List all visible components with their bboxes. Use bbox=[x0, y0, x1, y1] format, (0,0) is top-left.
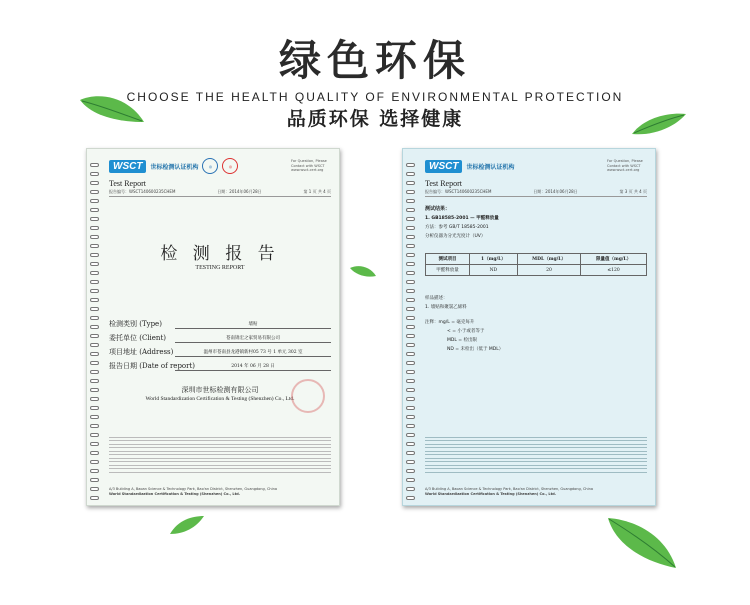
table-row: 甲醛释放量 ND 20 ≤120 bbox=[426, 265, 647, 276]
method-line: 分析仪器为分光光度计（UV） bbox=[425, 234, 486, 239]
table-header: MDL（mg/L） bbox=[517, 254, 580, 265]
leaf-icon bbox=[630, 110, 688, 136]
wsct-logo: WSCT bbox=[425, 160, 462, 173]
results-table bbox=[425, 253, 647, 276]
org-name: 世标检测认证机构 bbox=[150, 163, 199, 171]
report-title: Test Report bbox=[425, 179, 462, 188]
company-name-en: World Standardization Certification & Testing (Shenzhen) Co., Ltd. bbox=[145, 396, 295, 402]
leaf-icon bbox=[606, 516, 678, 570]
org-name: 世标检测认证机构 bbox=[466, 163, 515, 171]
method-title: 1. GB18585-2001 — 甲醛释放量 bbox=[425, 216, 499, 221]
test-report-cover bbox=[86, 148, 340, 506]
leaf-icon bbox=[78, 92, 146, 128]
table-header: 限量值（mg/L） bbox=[581, 254, 647, 265]
ilac-mra-icon: ◎ bbox=[202, 158, 218, 174]
report-number: 报告编号：WSCT140600235CHEM bbox=[425, 189, 492, 194]
cover-subtitle: TESTING REPORT bbox=[195, 265, 245, 271]
table-header: 测试项目 bbox=[426, 254, 470, 265]
report-date: 日期：2014年06月28日 bbox=[217, 189, 262, 194]
company-name-cn: 深圳市世标检测有限公司 bbox=[181, 386, 259, 394]
subtitle-chinese: 品质环保 选择健康 bbox=[286, 108, 464, 130]
test-report-results bbox=[402, 148, 656, 506]
leaf-icon bbox=[168, 514, 206, 536]
doc-footer: A/3 Building A, Baoan Science & Technology Park, Bao'an District, Shenzhen, Guangdong, China World Standardization Certification & Testing (Shenzhen) Co., Ltd. bbox=[109, 487, 277, 496]
table-header: 1（mg/L） bbox=[469, 254, 517, 265]
wsct-logo: WSCT bbox=[109, 160, 146, 173]
contact-note: For Question, Please Contact with WSCT www.wsct-cert.org bbox=[291, 159, 327, 173]
results-heading: 测试结果： bbox=[425, 206, 451, 212]
report-date: 日期：2014年06月28日 bbox=[533, 189, 578, 194]
leaf-icon bbox=[348, 264, 378, 280]
official-stamp bbox=[291, 379, 325, 413]
fine-print bbox=[425, 434, 647, 475]
binding-spiral bbox=[403, 149, 417, 505]
fine-print bbox=[109, 434, 331, 475]
page-title: 绿色环保 bbox=[278, 36, 471, 85]
page-number: 第 3 页 共 4 页 bbox=[619, 189, 647, 194]
method-line: 方法：参考 GB/T 18585-2001 bbox=[425, 225, 489, 230]
field-type: 检测类别 (Type) 墙贴 bbox=[109, 315, 331, 329]
contact-note: For Question, Please Contact with WSCT www.wsct-cert.org bbox=[607, 159, 643, 173]
field-client: 委托单位 (Client) 苍南锦宏之家贸易有限公司 bbox=[109, 329, 331, 343]
page-number: 第 1 页 共 4 页 bbox=[303, 189, 331, 194]
report-number: 报告编号：WSCT140600235CHEM bbox=[109, 189, 176, 194]
field-address: 项目地址 (Address) 温州市苍南县龙港镇新村05 73 号 1 单元 302 室 bbox=[109, 343, 331, 357]
notes: 样品描述： 1. 墙贴和聚氯乙烯料 注释：mg/L = 毫克每升 < = 小于或者等于 MDL = 检出限 ND = 未检出（低于 MDL） bbox=[425, 296, 504, 352]
field-date: 报告日期 (Date of report) 2014 年 06 月 28 日 bbox=[109, 357, 331, 371]
cnas-icon: ◎ bbox=[222, 158, 238, 174]
subtitle-english: CHOOSE THE HEALTH QUALITY OF ENVIRONMENTAL PROTECTION bbox=[126, 90, 624, 104]
binding-spiral bbox=[87, 149, 101, 505]
report-title: Test Report bbox=[109, 179, 146, 188]
doc-footer: A/3 Building A, Baoan Science & Technology Park, Bao'an District, Shenzhen, Guangdong, China World Standardization Certification & Testing (Shenzhen) Co., Ltd. bbox=[425, 487, 593, 496]
cover-title: 检 测 报 告 bbox=[160, 244, 280, 264]
